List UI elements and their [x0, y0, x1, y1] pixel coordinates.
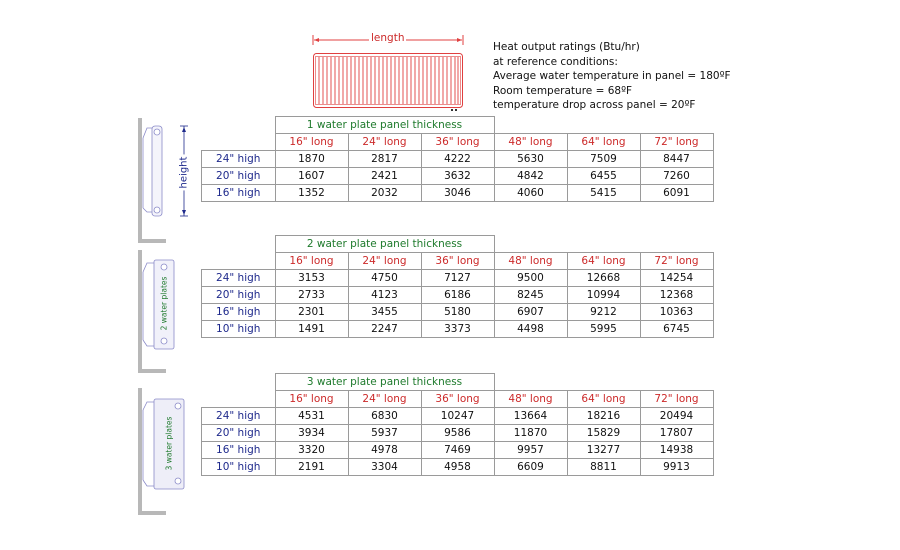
table-row [202, 151, 714, 168]
table-cell: 4222 [421, 151, 494, 168]
table-cell: 5937 [348, 425, 421, 442]
notes-line: temperature drop across panel = 20ºF [493, 99, 696, 112]
side-diagram-3-plates [138, 388, 198, 518]
table-cell: 4123 [348, 287, 421, 304]
column-header: 64" long [567, 253, 640, 270]
notes-line: Heat output ratings (Btu/hr) [493, 41, 640, 53]
row-header: 20" high [202, 287, 276, 304]
table-cell: 2421 [348, 168, 421, 185]
column-header: 16" long [275, 391, 348, 408]
table-cell: 3046 [421, 185, 494, 202]
column-header: 72" long [640, 253, 713, 270]
column-header: 36" long [421, 391, 494, 408]
table-cell: 7469 [421, 442, 494, 459]
table-row [202, 304, 714, 321]
table-cell: 3373 [421, 321, 494, 338]
table-title: 3 water plate panel thickness [275, 374, 494, 391]
table-row [202, 459, 714, 476]
table-row [202, 321, 714, 338]
side-diagram-1-plate [138, 118, 198, 243]
table-cell: 12368 [640, 287, 713, 304]
table-cell: 12668 [567, 270, 640, 287]
table-cell: 10247 [421, 408, 494, 425]
row-header: 16" high [202, 442, 276, 459]
table-cell: 3934 [275, 425, 348, 442]
table-cell: 17807 [640, 425, 713, 442]
table-cell: 2301 [275, 304, 348, 321]
table-title: 2 water plate panel thickness [275, 236, 494, 253]
column-header: 24" long [348, 134, 421, 151]
table-cell: 20494 [640, 408, 713, 425]
table-cell: 6745 [640, 321, 713, 338]
column-header: 48" long [494, 391, 567, 408]
table-cell: 2247 [348, 321, 421, 338]
row-header: 24" high [202, 408, 276, 425]
column-header: 72" long [640, 391, 713, 408]
table-title: 1 water plate panel thickness [275, 117, 494, 134]
table-cell: 1607 [275, 168, 348, 185]
column-header: 16" long [275, 253, 348, 270]
notes-line: Room temperature = 68ºF [493, 84, 633, 97]
column-header: 72" long [640, 134, 713, 151]
table-cell: 9212 [567, 304, 640, 321]
table-cell: 8811 [567, 459, 640, 476]
table-cell: 1352 [275, 185, 348, 202]
row-header: 10" high [202, 321, 276, 338]
table-cell: 9957 [494, 442, 567, 459]
table-cell: 10363 [640, 304, 713, 321]
table-cell: 5415 [567, 185, 640, 202]
table-cell: 3455 [348, 304, 421, 321]
table-cell: 5995 [567, 321, 640, 338]
table-cell: 6830 [348, 408, 421, 425]
table-cell: 7127 [421, 270, 494, 287]
column-header: 24" long [348, 253, 421, 270]
table-row [202, 442, 714, 459]
table-cell: 9500 [494, 270, 567, 287]
table-cell: 3632 [421, 168, 494, 185]
reference-conditions-notes [493, 40, 731, 113]
column-header: 48" long [494, 253, 567, 270]
table-cell: 18216 [567, 408, 640, 425]
column-header: 36" long [421, 134, 494, 151]
column-header: 36" long [421, 253, 494, 270]
table-cell: 4060 [494, 185, 567, 202]
panel-front-diagram [312, 30, 464, 112]
table-cell: 15829 [567, 425, 640, 442]
row-header: 24" high [202, 270, 276, 287]
heat-output-table-2-plates [201, 235, 714, 338]
table-row [202, 287, 714, 304]
row-header: 24" high [202, 151, 276, 168]
table-row [202, 185, 714, 202]
floor-icon [138, 511, 166, 515]
column-header: 48" long [494, 134, 567, 151]
three-water-plates-label: 3 water plates [164, 416, 174, 470]
table-cell: 4531 [275, 408, 348, 425]
notes-line: at reference conditions: [493, 55, 618, 68]
table-cell: 4958 [421, 459, 494, 476]
table-cell: 2191 [275, 459, 348, 476]
table-cell: 6609 [494, 459, 567, 476]
table-cell: 9586 [421, 425, 494, 442]
height-label: height [178, 156, 190, 188]
table-cell: 1491 [275, 321, 348, 338]
table-cell: 2032 [348, 185, 421, 202]
table-cell: 4498 [494, 321, 567, 338]
table-row [202, 408, 714, 425]
length-label: length [371, 32, 405, 44]
table-cell: 13664 [494, 408, 567, 425]
heat-output-table-1-plate [201, 116, 714, 202]
row-header: 16" high [202, 304, 276, 321]
table-cell: 8447 [640, 151, 713, 168]
floor-icon [138, 239, 166, 243]
table-cell: 5630 [494, 151, 567, 168]
column-header: 16" long [275, 134, 348, 151]
table-cell: 6907 [494, 304, 567, 321]
row-header: 20" high [202, 168, 276, 185]
table-cell: 4842 [494, 168, 567, 185]
table-cell: 2733 [275, 287, 348, 304]
table-cell: 4750 [348, 270, 421, 287]
table-cell: 6091 [640, 185, 713, 202]
row-header: 20" high [202, 425, 276, 442]
table-cell: 3320 [275, 442, 348, 459]
row-header: 16" high [202, 185, 276, 202]
table-row [202, 168, 714, 185]
table-cell: 7509 [567, 151, 640, 168]
row-header: 10" high [202, 459, 276, 476]
table-cell: 1870 [275, 151, 348, 168]
side-diagram-2-plates [138, 250, 198, 375]
table-row [202, 425, 714, 442]
two-water-plates-label: 2 water plates [159, 276, 169, 330]
table-cell: 13277 [567, 442, 640, 459]
table-cell: 3153 [275, 270, 348, 287]
notes-line: Average water temperature in panel = 180ºF [493, 70, 731, 83]
table-cell: 2817 [348, 151, 421, 168]
column-header: 24" long [348, 391, 421, 408]
table-cell: 3304 [348, 459, 421, 476]
column-header: 64" long [567, 391, 640, 408]
heat-output-table-3-plates [201, 373, 714, 476]
table-cell: 11870 [494, 425, 567, 442]
table-cell: 14254 [640, 270, 713, 287]
table-cell: 7260 [640, 168, 713, 185]
table-cell: 5180 [421, 304, 494, 321]
table-cell: 4978 [348, 442, 421, 459]
table-cell: 10994 [567, 287, 640, 304]
column-header: 64" long [567, 134, 640, 151]
table-cell: 6455 [567, 168, 640, 185]
table-row [202, 270, 714, 287]
table-cell: 14938 [640, 442, 713, 459]
table-cell: 6186 [421, 287, 494, 304]
table-cell: 9913 [640, 459, 713, 476]
table-cell: 8245 [494, 287, 567, 304]
